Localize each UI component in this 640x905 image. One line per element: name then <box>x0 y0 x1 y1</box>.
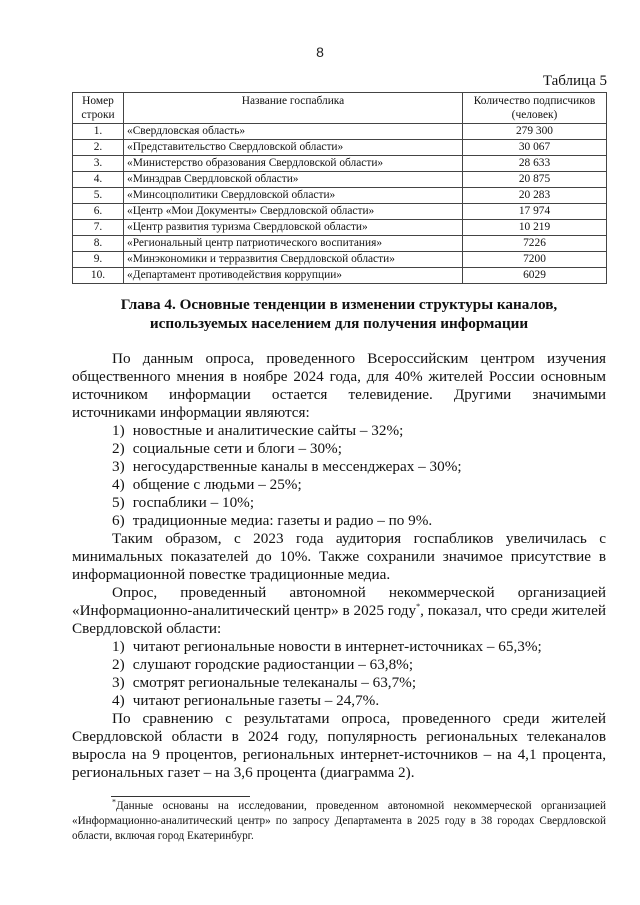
list-item <box>72 512 606 530</box>
row-number: 3. <box>73 156 124 172</box>
list-item-text: традиционные медиа: газеты и радио – по 9%. <box>132 512 433 529</box>
list-item-text: новостные и аналитические сайты – 32%; <box>132 422 404 439</box>
subscriber-count: 28 633 <box>463 156 607 172</box>
footnote-text: Данные основаны на исследовании, проведенном автономной некоммерческой организацией «Информационно-аналитический центр» по запросу Департамента в 2025 году в 38 городах Свердловской области, включая город Екатеринбург. <box>72 800 606 842</box>
header-public-name: Название госпаблика <box>124 93 463 124</box>
paragraph-vciom-survey: По данным опроса, проведенного Всероссийским центром изучения общественного мнения в ноябре 2024 года, для 40% жителей России основным источником информации остается телевидение. Другими значимыми источниками информации являются: <box>72 350 606 421</box>
list-item <box>72 674 606 692</box>
public-name: «Департамент противодействия коррупции» <box>124 268 463 284</box>
list-item-number: 3) <box>112 674 125 691</box>
list-item-text: читают региональные новости в интернет-источниках – 65,3%; <box>132 638 542 655</box>
list-item-text: общение с людьми – 25%; <box>132 476 302 493</box>
subscriber-count: 20 283 <box>463 188 607 204</box>
public-name: «Министерство образования Свердловской области» <box>124 156 463 172</box>
list-item <box>72 638 606 656</box>
list-item <box>72 656 606 674</box>
list-item <box>72 692 606 710</box>
subscriber-count: 6029 <box>463 268 607 284</box>
list-item-text: смотрят региональные телеканалы – 63,7%; <box>132 674 417 691</box>
row-number: 8. <box>73 236 124 252</box>
national-sources-list <box>72 422 606 530</box>
header-subscriber-count: Количество подписчиков (человек) <box>463 93 607 124</box>
subscriber-count: 7226 <box>463 236 607 252</box>
list-item-number: 1) <box>112 638 125 655</box>
footnote-divider <box>111 796 250 797</box>
row-number: 5. <box>73 188 124 204</box>
public-name: «Минсоцполитики Свердловской области» <box>124 188 463 204</box>
list-item-text: негосударственные каналы в мессенджерах – 30%; <box>132 458 462 475</box>
chapter-title-line1: Глава 4. Основные тенденции в изменении структуры каналов, <box>120 296 558 313</box>
list-item-number: 2) <box>112 440 125 457</box>
paragraph-regional-survey <box>72 584 606 638</box>
list-item <box>72 494 606 512</box>
public-name: «Региональный центр патриотического воспитания» <box>124 236 463 252</box>
paragraph-comparison: По сравнению с результатами опроса, проведенного среди жителей Свердловской области в 2024 году, популярность региональных телеканалов выросла на 9 процентов, региональных интернет-источников – на 4,1 процента, региональных газет – на 3,6 процента (диаграмма 2). <box>72 710 606 781</box>
row-number: 10. <box>73 268 124 284</box>
table-row <box>73 156 607 172</box>
subscriber-count: 7200 <box>463 252 607 268</box>
list-item-number: 1) <box>112 422 125 439</box>
paragraph-summary: Таким образом, с 2023 года аудитория госпабликов увеличилась с минимальных показателей до 10%. Также сохранили значимое присутствие в информационной повестке традиционные медиа. <box>72 530 606 583</box>
list-item-number: 4) <box>112 476 125 493</box>
table-row <box>73 236 607 252</box>
table-row <box>73 124 607 140</box>
table-row <box>73 172 607 188</box>
paragraph-regional-survey-text: Опрос, проведенный автономной некоммерческой организацией «Информационно-аналитический центр» в 2025 году <box>72 584 606 619</box>
row-number: 4. <box>73 172 124 188</box>
subscriber-count: 279 300 <box>463 124 607 140</box>
subscriber-count: 20 875 <box>463 172 607 188</box>
chapter-title <box>72 295 606 333</box>
row-number: 9. <box>73 252 124 268</box>
list-item-text: социальные сети и блоги – 30%; <box>132 440 342 457</box>
subscriber-count: 10 219 <box>463 220 607 236</box>
table-row <box>73 140 607 156</box>
list-item-number: 2) <box>112 656 125 673</box>
body-text <box>72 350 606 782</box>
table-row <box>73 252 607 268</box>
list-item <box>72 422 606 440</box>
paragraph-regional-survey-text-cont: , показал, что среди жителей Свердловской области: <box>72 602 606 637</box>
subscriber-count: 17 974 <box>463 204 607 220</box>
list-item-number: 4) <box>112 692 125 709</box>
list-item <box>72 440 606 458</box>
list-item <box>72 476 606 494</box>
footnote-mark: * <box>112 797 116 807</box>
table-row <box>73 220 607 236</box>
footnote-reference[interactable]: * <box>416 601 421 611</box>
table-row <box>73 188 607 204</box>
subscriber-count: 30 067 <box>463 140 607 156</box>
row-number: 1. <box>73 124 124 140</box>
list-item-number: 3) <box>112 458 125 475</box>
list-item <box>72 458 606 476</box>
table-row <box>73 268 607 284</box>
row-number: 7. <box>73 220 124 236</box>
table-header-row <box>73 93 607 124</box>
public-name: «Центр «Мои Документы» Свердловской области» <box>124 204 463 220</box>
row-number: 2. <box>73 140 124 156</box>
table-row <box>73 204 607 220</box>
regional-sources-list <box>72 638 606 710</box>
header-row-number: Номер строки <box>73 93 124 124</box>
public-name: «Представительство Свердловской области» <box>124 140 463 156</box>
row-number: 6. <box>73 204 124 220</box>
page-number: 8 <box>316 44 324 60</box>
public-name: «Свердловская область» <box>124 124 463 140</box>
list-item-number: 6) <box>112 512 125 529</box>
table-caption: Таблица 5 <box>542 73 607 89</box>
public-name: «Минэкономики и терразвития Свердловской области» <box>124 252 463 268</box>
list-item-text: госпаблики – 10%; <box>132 494 255 511</box>
list-item-text: слушают городские радиостанции – 63,8%; <box>132 656 414 673</box>
footnote-paragraph <box>72 799 606 844</box>
list-item-number: 5) <box>112 494 125 511</box>
public-name: «Центр развития туризма Свердловской области» <box>124 220 463 236</box>
subscribers-table <box>72 92 607 284</box>
public-name: «Минздрав Свердловской области» <box>124 172 463 188</box>
chapter-title-line2: используемых населением для получения информации <box>149 315 529 332</box>
list-item-text: читают региональные газеты – 24,7%. <box>132 692 380 709</box>
footnote <box>72 799 606 844</box>
